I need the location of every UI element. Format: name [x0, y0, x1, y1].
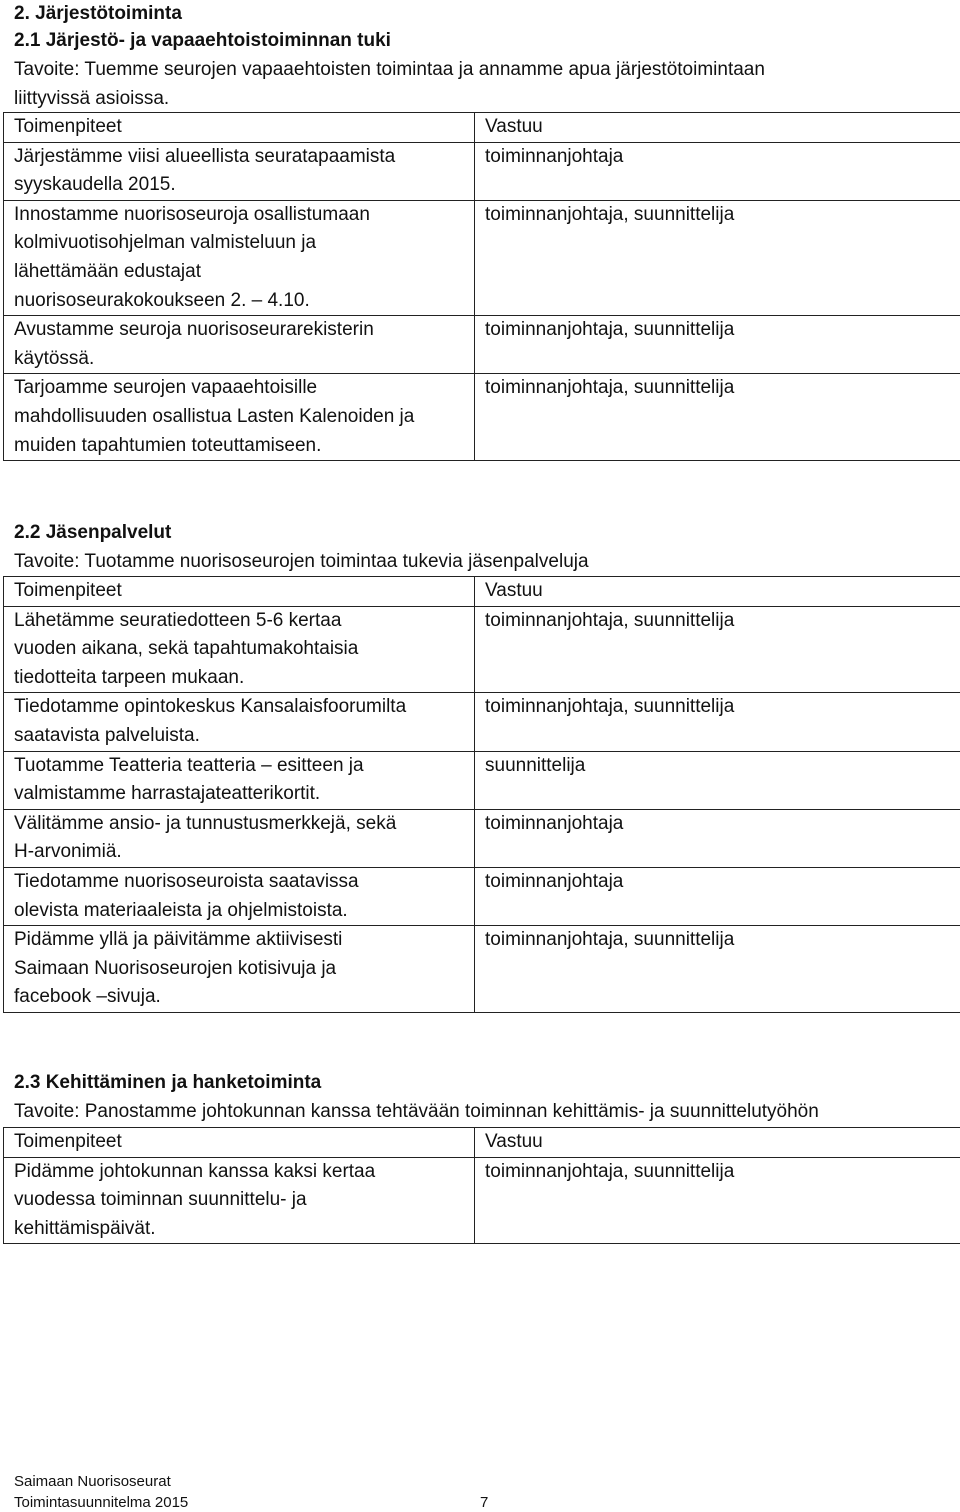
- table-row: [4, 374, 960, 461]
- table-row: [4, 867, 960, 925]
- header-actions: Toimenpiteet: [4, 1128, 475, 1158]
- responsible-cell: toiminnanjohtaja, suunnittelija: [475, 316, 960, 374]
- responsible-cell: suunnittelija: [475, 751, 960, 809]
- responsible-cell: toiminnanjohtaja: [475, 867, 960, 925]
- header-actions: Toimenpiteet: [4, 577, 475, 607]
- action-cell: Välitämme ansio- ja tunnustusmerkkejä, sekä H-arvonimiä.: [4, 809, 475, 867]
- actions-table-2-3: [3, 1127, 960, 1244]
- action-cell: Pidämme johtokunnan kanssa kaksi kertaa vuodessa toiminnan suunnittelu- ja kehittämispäivät.: [4, 1157, 475, 1244]
- table-row: [4, 316, 960, 374]
- action-cell: Avustamme seuroja nuorisoseurarekisterin käytössä.: [4, 316, 475, 374]
- table-row: [4, 751, 960, 809]
- action-cell: Innostamme nuorisoseuroja osallistumaan kolmivuotisohjelman valmisteluun ja lähettämään edustajat nuorisoseurakokoukseen 2. – 4.10.: [4, 200, 475, 315]
- table-row: [4, 693, 960, 751]
- subsection-title-2-3: 2.3 Kehittäminen ja hanketoiminta: [14, 1069, 321, 1097]
- responsible-cell: toiminnanjohtaja, suunnittelija: [475, 1157, 960, 1244]
- table-header-row: [4, 577, 960, 607]
- table-row: [4, 809, 960, 867]
- responsible-cell: toiminnanjohtaja, suunnittelija: [475, 200, 960, 315]
- header-responsible: Vastuu: [475, 577, 960, 607]
- table-header-row: [4, 113, 960, 143]
- table-row: [4, 200, 960, 315]
- page-number: 7: [480, 1494, 488, 1512]
- goal-2-1-line2: liittyvissä asioissa.: [14, 85, 169, 113]
- responsible-cell: toiminnanjohtaja, suunnittelija: [475, 926, 960, 1013]
- action-cell: Järjestämme viisi alueellista seuratapaamista syyskaudella 2015.: [4, 142, 475, 200]
- table-row: [4, 1157, 960, 1244]
- header-responsible: Vastuu: [475, 1128, 960, 1158]
- responsible-cell: toiminnanjohtaja, suunnittelija: [475, 374, 960, 461]
- responsible-cell: toiminnanjohtaja, suunnittelija: [475, 693, 960, 751]
- subsection-title-2-2: 2.2 Jäsenpalvelut: [14, 519, 171, 547]
- action-cell: Tuotamme Teatteria teatteria – esitteen ja valmistamme harrastajateatterikortit.: [4, 751, 475, 809]
- responsible-cell: toiminnanjohtaja: [475, 142, 960, 200]
- footer-organization: Saimaan Nuorisoseurat: [14, 1473, 171, 1491]
- header-actions: Toimenpiteet: [4, 113, 475, 143]
- section-title: 2. Järjestötoiminta: [14, 0, 182, 28]
- header-responsible: Vastuu: [475, 113, 960, 143]
- action-cell: Pidämme yllä ja päivitämme aktiivisesti Saimaan Nuorisoseurojen kotisivuja ja facebook –sivuja.: [4, 926, 475, 1013]
- actions-table-2-2: [3, 576, 960, 1013]
- action-cell: Tiedotamme opintokeskus Kansalaisfoorumilta saatavista palveluista.: [4, 693, 475, 751]
- table-header-row: [4, 1128, 960, 1158]
- goal-2-3: Tavoite: Panostamme johtokunnan kanssa tehtävään toiminnan kehittämis- ja suunnittelutyöhön: [14, 1098, 819, 1126]
- table-row: [4, 926, 960, 1013]
- action-cell: Tarjoamme seurojen vapaaehtoisille mahdollisuuden osallistua Lasten Kalenoiden ja muiden tapahtumien toteuttamiseen.: [4, 374, 475, 461]
- action-cell: Lähetämme seuratiedotteen 5-6 kertaa vuoden aikana, sekä tapahtumakohtaisia tiedotteita tarpeen mukaan.: [4, 606, 475, 693]
- responsible-cell: toiminnanjohtaja, suunnittelija: [475, 606, 960, 693]
- goal-2-1-line1: Tavoite: Tuemme seurojen vapaaehtoisten toimintaa ja annamme apua järjestötoimintaan: [14, 56, 765, 84]
- responsible-cell: toiminnanjohtaja: [475, 809, 960, 867]
- goal-2-2: Tavoite: Tuotamme nuorisoseurojen toimintaa tukevia jäsenpalveluja: [14, 548, 589, 576]
- actions-table-2-1: [3, 112, 960, 461]
- table-row: [4, 606, 960, 693]
- action-cell: Tiedotamme nuorisoseuroista saatavissa olevista materiaaleista ja ohjelmistoista.: [4, 867, 475, 925]
- subsection-title-2-1: 2.1 Järjestö- ja vapaaehtoistoiminnan tuki: [14, 27, 391, 55]
- table-row: [4, 142, 960, 200]
- footer-document: Toimintasuunnitelma 2015: [14, 1494, 188, 1512]
